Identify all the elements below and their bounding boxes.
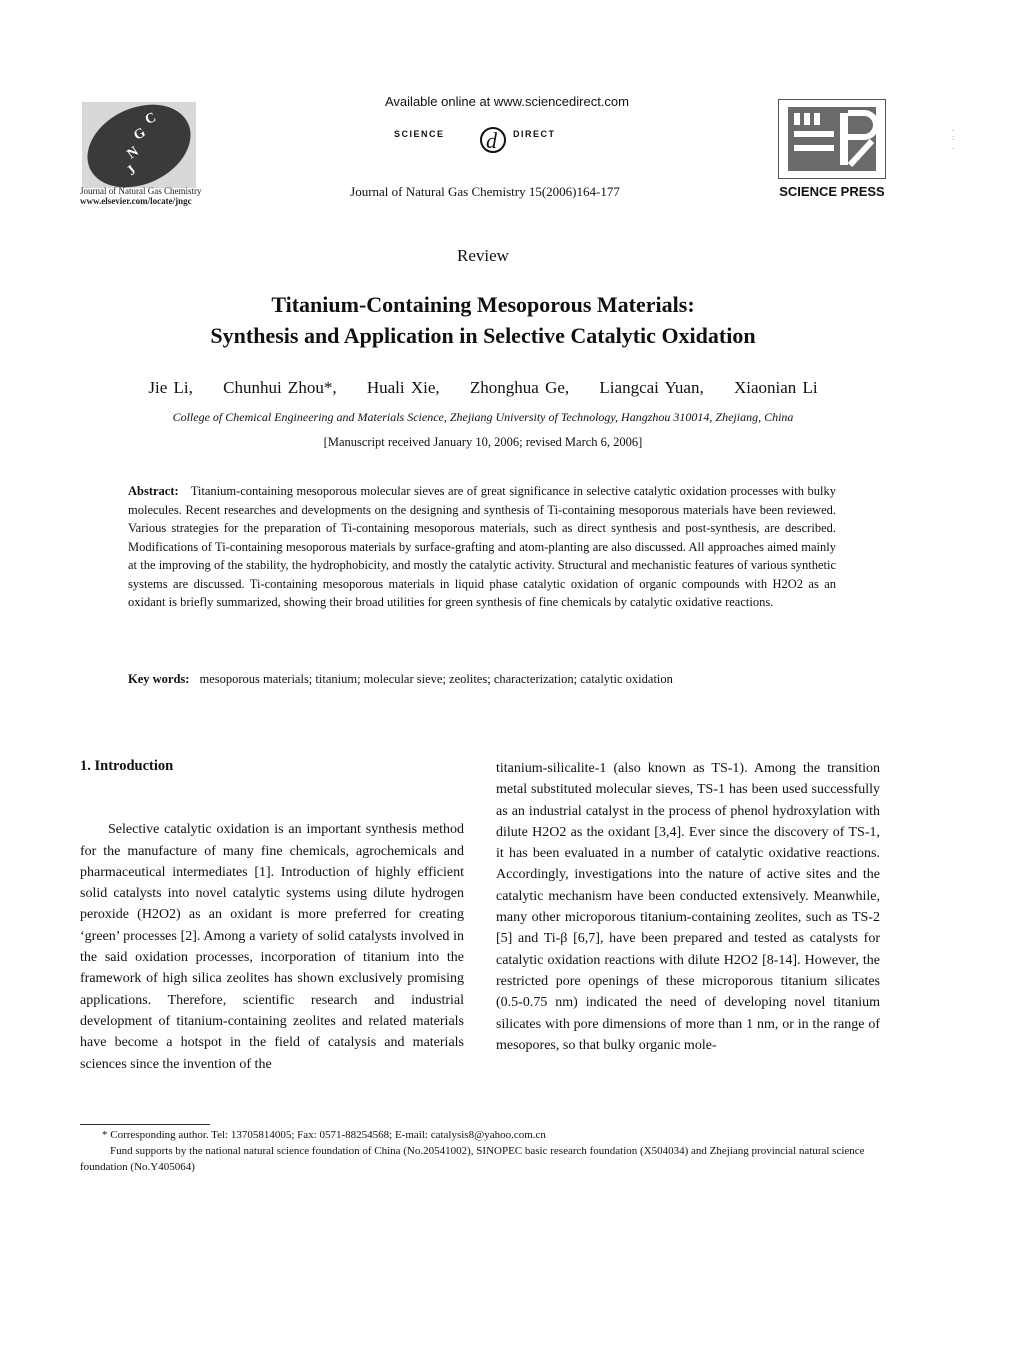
jngc-caption-line1: Journal of Natural Gas Chemistry [80, 186, 202, 196]
title-line-2: Synthesis and Application in Selective Catalytic Oxidation [210, 323, 756, 348]
journal-citation: Journal of Natural Gas Chemistry 15(2006)164-177 [350, 184, 620, 199]
author: Jie Li, [148, 378, 193, 397]
footnote-divider [80, 1124, 210, 1125]
science-press-logo [778, 99, 886, 179]
author: Zhonghua Ge, [469, 378, 570, 397]
author: Huali Xie, [366, 378, 440, 397]
abstract-label: Abstract: [128, 484, 179, 498]
sciencedirect-d-icon [478, 118, 508, 158]
article-type: Review [457, 246, 509, 265]
available-online-text: Available online at www.sciencedirect.com [385, 94, 629, 109]
keywords [128, 670, 836, 689]
sciencedirect-left-word: SCIENCE [394, 129, 445, 139]
abstract [128, 482, 836, 612]
keywords-text: mesoporous materials; titanium; molecular sieve; zeolites; characterization; catalytic oxidation [199, 672, 673, 686]
svg-text:G: G [131, 125, 149, 144]
author: Liangcai Yuan, [599, 378, 704, 397]
jngc-caption-line2: www.elsevier.com/locate/jngc [80, 196, 192, 206]
intro-paragraph-right: titanium-silicalite-1 (also known as TS-1). Among the transition metal substituted molecular sieves, TS-1 has been used successfully as an industrial catalyst in the process of phenol hydroxylation with dilute H2O2 as the oxidant [3,4]. Ever since the discovery of TS-1, it has been evaluated in a number of catalytic oxidative reactions. Accordingly, investigations into the nature of active sites and the catalytic mechanism have been conducted extensively. Meanwhile, many other microporous titanium-containing zeolites, such as TS-2 [5] and Ti-β [6,7], have been prepared and tested as catalysts for catalytic oxidation reactions with dilute H2O2 [8-14]. However, the restricted pore openings of these microporous titanium silicates (0.5-0.75 nm) indicated the need of developing novel titanium silicates with pore dimensions of more than 1 nm, or in the range of mesopores, so that bulky organic mole- [496, 761, 880, 1053]
author: Xiaonian Li [733, 378, 818, 397]
left-column [80, 756, 464, 1075]
footnote-corresponding: * Corresponding author. Tel: 13705814005; Fax: 0571-88254568; E-mail: catalysis8@yahoo.com.cn [102, 1129, 546, 1141]
scan-dots: . : . [952, 124, 955, 151]
section-heading: 1. Introduction [80, 758, 174, 774]
article-title [0, 289, 966, 351]
author: Chunhui Zhou*, [223, 378, 337, 397]
svg-text:J: J [124, 162, 140, 179]
sciencedirect-right-word: DIRECT [513, 129, 556, 139]
affiliation: College of Chemical Engineering and Materials Science, Zhejiang University of Technology, Hangzhou 310014, Zhejiang, China [172, 410, 794, 424]
svg-text:d: d [486, 128, 497, 153]
manuscript-dates: [Manuscript received January 10, 2006; revised March 6, 2006] [323, 435, 643, 449]
intro-paragraph-left: Selective catalytic oxidation is an important synthesis method for the manufacture of many fine chemicals, agrochemicals and pharmaceutical intermediates [1]. Introduction of highly efficient solid catalysts into novel catalytic systems using dilute hydrogen peroxide (H2O2) as an oxidant is more preferred for creating ‘green’ processes [2]. Among a variety of solid catalysts involved in the said oxidation processes, incorporation of titanium into the framework of high silica zeolites has shown exclusively promising applications. Therefore, scientific research and industrial development of titanium-containing zeolites and related materials have become a hotspot in the field of catalysis and materials sciences since the invention of the [80, 822, 464, 1072]
abstract-text: Titanium-containing mesoporous molecular sieves are of great significance in selective catalytic oxidation processes with bulky molecules. Recent researches and developments on the designing and synthesis of Ti-containing mesoporous materials have been reviewed. Various strategies for the preparation of Ti-containing mesoporous materials, such as direct synthesis and post-synthesis, are described. Modifications of Ti-containing mesoporous materials by surface-grafting and atom-planting are also discussed. All approaches aimed mainly at the improving of the stability, the hydrophobicity, and mostly the catalytic activity. Structural and mechanistic features of various synthetic systems are discussed. Ti-containing mesoporous materials in liquid phase catalytic oxidation of organic compounds with H2O2 as an oxidant is briefly summarized, showing their broad utilities for green synthesis of fine chemicals by catalytic oxidative reactions. [128, 484, 836, 609]
title-line-1: Titanium-Containing Mesoporous Materials: [271, 292, 695, 317]
footnote-fund: Fund supports by the national natural science foundation of China (No.20541002), SINOPEC basic research foundation (X504034) and Zhejiang provincial natural science foundation (No.Y405064) [80, 1145, 865, 1173]
svg-text:N: N [124, 144, 142, 163]
author-list [0, 378, 966, 398]
footnotes [80, 1127, 880, 1175]
svg-text:C: C [142, 110, 159, 128]
keywords-label: Key words: [128, 672, 190, 686]
right-column [496, 758, 880, 1056]
jngc-logo [80, 100, 198, 190]
science-press-label: SCIENCE PRESS [779, 184, 885, 199]
